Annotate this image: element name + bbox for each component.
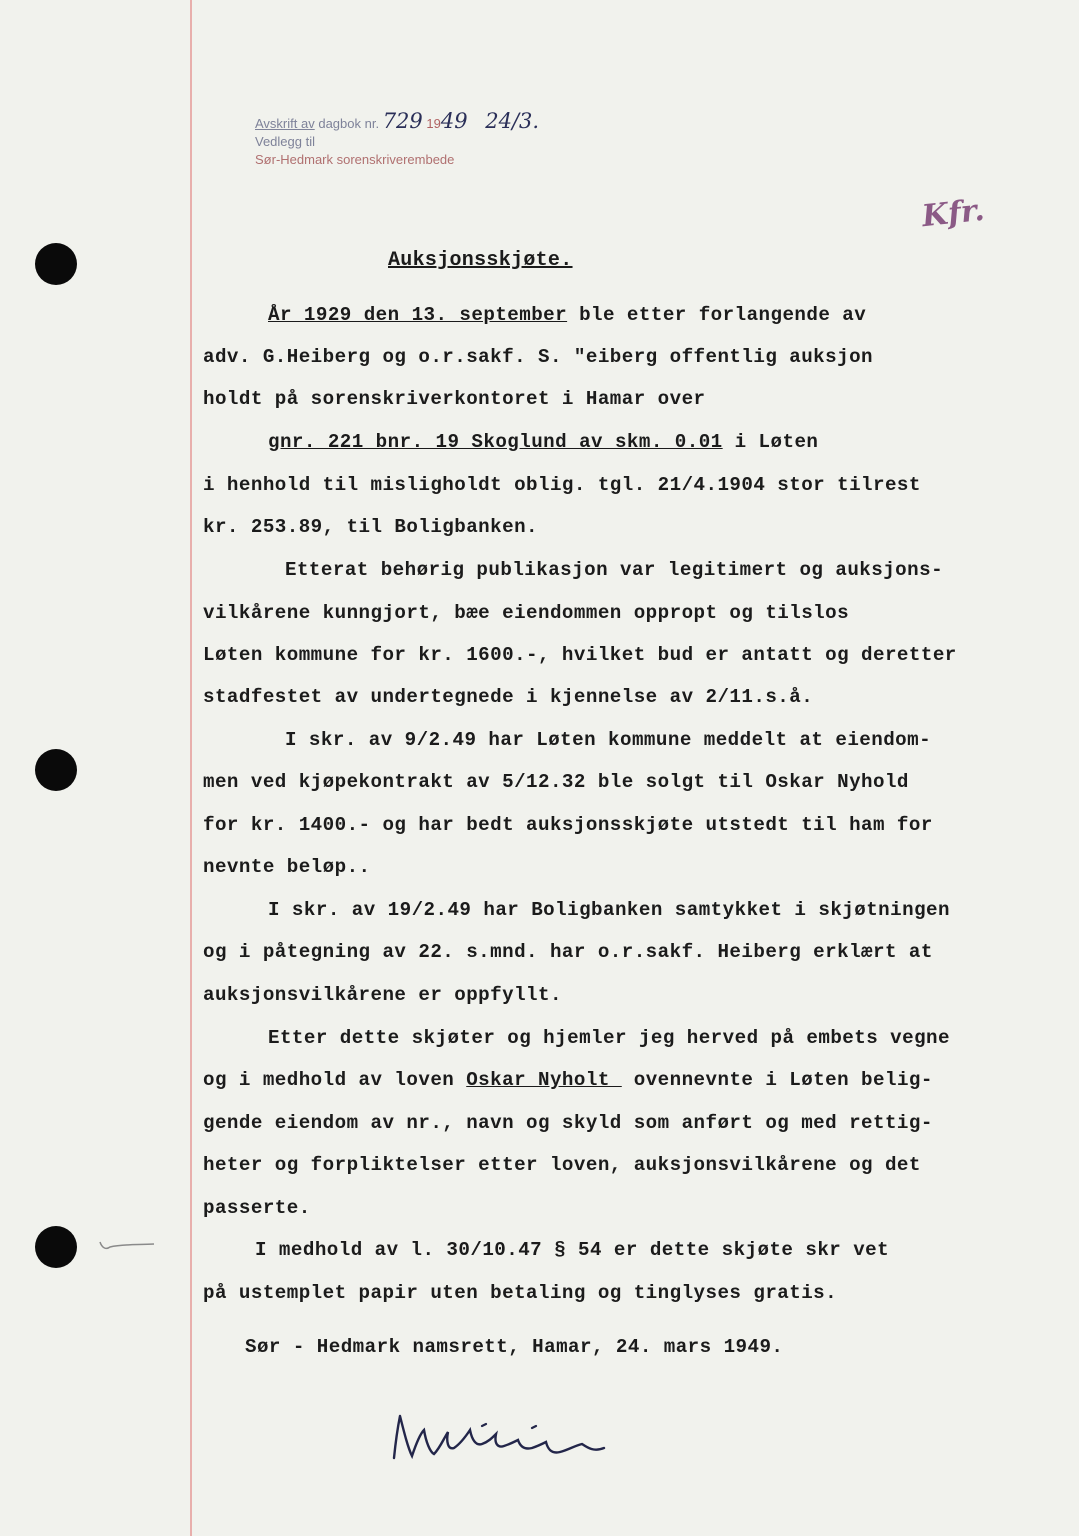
body-line: Etterat behørig publikasjon var legitimert og auksjons- (285, 559, 944, 581)
body-line: kr. 253.89, til Boligbanken. (203, 516, 539, 538)
signature (382, 1408, 622, 1468)
body-line: men ved kjøpekontrakt av 5/12.32 ble solgt til Oskar Nyhold (203, 771, 909, 793)
margin-rule (190, 0, 192, 1536)
body-line: i henhold til misligholdt oblig. tgl. 21/4.1904 stor tilrest (203, 474, 921, 496)
punch-hole (35, 749, 77, 791)
body-line: Etter dette skjøter og hjemler jeg herved på embets vegne (268, 1027, 950, 1049)
body-line: gnr. 221 bnr. 19 Skoglund av skm. 0.01 i Løten (268, 431, 819, 453)
margin-tick-mark (98, 1238, 156, 1252)
corner-mark: Kfr. (920, 192, 987, 235)
body-line: holdt på sorenskriverkontoret i Hamar over (203, 388, 706, 410)
document-title: Auksjonsskjøte. (388, 249, 573, 272)
body-line: og i medhold av loven Oskar Nyholt ovennevnte i Løten belig- (203, 1069, 933, 1091)
punch-hole (35, 1226, 77, 1268)
body-line: gende eiendom av nr., navn og skyld som anført og med rettig- (203, 1112, 933, 1134)
place-date-line: Sør - Hedmark namsrett, Hamar, 24. mars 1949. (245, 1336, 784, 1358)
body-line: I skr. av 9/2.49 har Løten kommune meddelt at eiendom- (285, 729, 932, 751)
body-line: på ustemplet papir uten betaling og tinglyses gratis. (203, 1282, 838, 1304)
body-line: heter og forpliktelser etter loven, auksjonsvilkårene og det (203, 1154, 921, 1176)
body-line: År 1929 den 13. september ble etter forlangende av (268, 304, 867, 326)
body-line: I medhold av l. 30/10.47 § 54 er dette skjøte skr vet (255, 1239, 890, 1261)
stamp-label: Avskrift av (255, 116, 315, 131)
body-line: for kr. 1400.- og har bedt auksjonsskjøte utstedt til ham for (203, 814, 933, 836)
stamp-line2: Vedlegg til (255, 134, 315, 149)
stamp-office: Sør-Hedmark sorenskriverembede (255, 152, 455, 167)
body-line: I skr. av 19/2.49 har Boligbanken samtykket i skjøtningen (268, 899, 950, 921)
register-stamp (255, 109, 540, 169)
body-line: Løten kommune for kr. 1600.-, hvilket bud er antatt og deretter (203, 644, 957, 666)
body-line: adv. G.Heiberg og o.r.sakf. S. "eiberg offentlig auksjon (203, 346, 874, 368)
punch-hole (35, 243, 77, 285)
year-prefix: 19 (426, 116, 441, 131)
body-line: nevnte beløp.. (203, 856, 371, 878)
body-line: passerte. (203, 1197, 311, 1219)
body-line: auksjonsvilkårene er oppfyllt. (203, 984, 562, 1006)
body-line: vilkårene kunngjort, bæe eiendommen oppropt og tilslos (203, 602, 850, 624)
date-note: 24/3. (485, 109, 540, 133)
stamp-label: dagbok nr. (318, 116, 380, 131)
journal-number: 729 (382, 109, 423, 133)
body-line: og i påtegning av 22. s.mnd. har o.r.sakf. Heiberg erklært at (203, 941, 933, 963)
year-suffix: 49 (440, 109, 468, 133)
body-line: stadfestet av undertegnede i kjennelse av 2/11.s.å. (203, 686, 814, 708)
